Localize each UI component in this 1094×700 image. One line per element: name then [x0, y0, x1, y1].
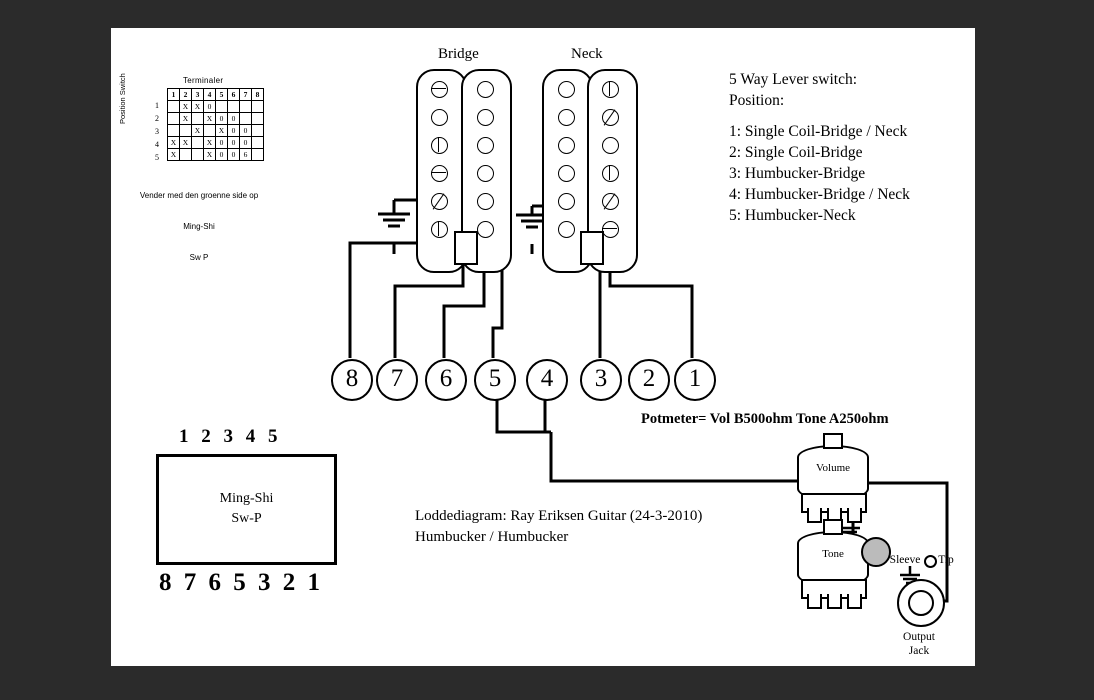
- truth-table-vertical-label: Position Switch: [118, 73, 127, 124]
- truth-table-grid: [167, 88, 264, 161]
- diagram-sheet: [111, 28, 975, 666]
- row-label: 4: [155, 140, 159, 149]
- volume-pot-label: Volume: [815, 462, 851, 474]
- pole-piece: [431, 193, 448, 210]
- pole-piece: [558, 137, 575, 154]
- truth-table-footer: [133, 170, 313, 284]
- lug-4[interactable]: 4: [526, 359, 568, 401]
- pole-piece: [558, 109, 575, 126]
- cell: [192, 113, 204, 125]
- potmeter-note: Potmeter= Vol B500ohm Tone A250ohm: [641, 411, 889, 427]
- cell: 0: [204, 101, 216, 113]
- cell: [240, 101, 252, 113]
- volume-lug-1[interactable]: [807, 508, 822, 523]
- cell: X: [168, 149, 180, 161]
- footer-line-1: Vender med den groenne side op: [139, 190, 259, 200]
- sleeve-label: Sleeve: [889, 554, 921, 566]
- cell: X: [180, 101, 192, 113]
- cell: [180, 125, 192, 137]
- cell: [168, 113, 180, 125]
- cell: X: [192, 101, 204, 113]
- output-jack[interactable]: [889, 579, 949, 659]
- cell: [192, 149, 204, 161]
- legend-item: 5: Humbucker-Neck: [729, 206, 856, 224]
- lug-2[interactable]: 2: [628, 359, 670, 401]
- cell: X: [204, 137, 216, 149]
- cell: 0: [240, 125, 252, 137]
- switch-truth-table: [118, 73, 313, 263]
- pole-piece: [431, 137, 448, 154]
- col-head: 1: [168, 89, 180, 101]
- pole-piece: [602, 109, 619, 126]
- output-jack-name-line-1: Output: [903, 631, 935, 643]
- pole-piece: [477, 81, 494, 98]
- col-head: 8: [252, 89, 264, 101]
- cell: [252, 149, 264, 161]
- cell: 0: [240, 137, 252, 149]
- neck-pickup-label: Neck: [571, 46, 603, 62]
- row-label: 3: [155, 127, 159, 136]
- lug-8[interactable]: 8: [331, 359, 373, 401]
- pole-piece: [477, 221, 494, 238]
- pole-piece: [602, 81, 619, 98]
- cell: [252, 125, 264, 137]
- output-jack-name-line-2: Jack: [908, 645, 930, 657]
- tone-lug-1[interactable]: [807, 594, 822, 609]
- legend-item: 4: Humbucker-Bridge / Neck: [729, 185, 910, 203]
- footer-line-2: Ming-Shi: [183, 221, 215, 231]
- row-label: 1: [155, 101, 159, 110]
- cell: X: [180, 113, 192, 125]
- pole-piece: [431, 165, 448, 182]
- cell: X: [180, 137, 192, 149]
- pole-piece: [431, 81, 448, 98]
- col-head: 7: [240, 89, 252, 101]
- pole-piece: [558, 221, 575, 238]
- switch-body-text: [159, 457, 334, 528]
- lug-7[interactable]: 7: [376, 359, 418, 401]
- col-head: 4: [204, 89, 216, 101]
- pole-piece: [602, 165, 619, 182]
- pole-piece: [602, 221, 619, 238]
- lug-3[interactable]: 3: [580, 359, 622, 401]
- tip-label: Tip: [938, 554, 954, 566]
- credit-line-2: Humbucker / Humbucker: [415, 529, 569, 545]
- volume-pot-shaft: [823, 433, 843, 449]
- legend-item: 2: Single Coil-Bridge: [729, 143, 863, 161]
- table-row: [168, 89, 264, 101]
- pole-piece: [477, 109, 494, 126]
- row-label: 2: [155, 114, 159, 123]
- cell: X: [168, 137, 180, 149]
- legend-heading-2: Position:: [729, 91, 785, 109]
- legend-item: 3: Humbucker-Bridge: [729, 164, 866, 182]
- cell: 0: [216, 149, 228, 161]
- pole-piece: [602, 137, 619, 154]
- cell: X: [216, 125, 228, 137]
- tone-lug-2[interactable]: [827, 594, 842, 609]
- pole-piece: [477, 137, 494, 154]
- legend-item: 1: Single Coil-Bridge / Neck: [729, 122, 908, 140]
- tone-pot[interactable]: [797, 531, 869, 593]
- legend-5-way-switch: [729, 70, 910, 226]
- pole-piece: [558, 81, 575, 98]
- table-row: [168, 149, 264, 161]
- switch-bottom-numbers: 8 7 6 5 3 2 1: [159, 569, 323, 596]
- pole-piece: [558, 193, 575, 210]
- credit-note: [415, 506, 702, 548]
- cell: 0: [228, 113, 240, 125]
- truth-table-title: Terminaler: [183, 76, 224, 85]
- output-jack-inner-ring: [908, 590, 934, 616]
- cell: [204, 125, 216, 137]
- cell: [252, 137, 264, 149]
- pole-piece: [431, 221, 448, 238]
- pole-piece: [477, 193, 494, 210]
- switch-name-line-2: Sw-P: [231, 510, 262, 526]
- col-head: 2: [180, 89, 192, 101]
- cell: [180, 149, 192, 161]
- cell: [168, 125, 180, 137]
- cell: 0: [228, 125, 240, 137]
- switch-name-line-1: Ming-Shi: [219, 491, 274, 506]
- lug-5[interactable]: 5: [474, 359, 516, 401]
- row-label: 5: [155, 153, 159, 162]
- cell: 0: [228, 137, 240, 149]
- table-row: [168, 101, 264, 113]
- bridge-pickup-label: Bridge: [438, 46, 479, 62]
- credit-line-1: Loddediagram: Ray Eriksen Guitar (24-3-2010): [415, 508, 703, 524]
- footer-line-3: Sw P: [189, 253, 209, 263]
- cell: 0: [216, 113, 228, 125]
- col-head: 5: [216, 89, 228, 101]
- cell: [252, 113, 264, 125]
- pole-piece: [602, 193, 619, 210]
- cell: [240, 113, 252, 125]
- lug-6[interactable]: 6: [425, 359, 467, 401]
- pole-piece: [558, 165, 575, 182]
- table-row: [168, 125, 264, 137]
- col-head: 3: [192, 89, 204, 101]
- col-head: 6: [228, 89, 240, 101]
- cell: 0: [228, 149, 240, 161]
- volume-lug-3[interactable]: [847, 508, 862, 523]
- cell: [228, 101, 240, 113]
- cell: 6: [240, 149, 252, 161]
- cell: X: [204, 113, 216, 125]
- volume-pot[interactable]: [797, 445, 869, 507]
- cell: [192, 137, 204, 149]
- switch-top-numbers: 1 2 3 4 5: [179, 426, 282, 447]
- table-row: [168, 137, 264, 149]
- tip-terminal[interactable]: [924, 555, 937, 568]
- tone-pot-shaft: [823, 519, 843, 535]
- cell: X: [204, 149, 216, 161]
- cell: X: [192, 125, 204, 137]
- bridge-pickup-lead-tab: [454, 231, 478, 265]
- pole-piece: [431, 109, 448, 126]
- cell: [216, 101, 228, 113]
- cell: 0: [216, 137, 228, 149]
- lug-1[interactable]: 1: [674, 359, 716, 401]
- tone-pot-label: Tone: [822, 548, 844, 560]
- cell: [252, 101, 264, 113]
- switch-body[interactable]: [156, 454, 337, 565]
- tone-lug-3[interactable]: [847, 594, 862, 609]
- cell: [168, 101, 180, 113]
- pole-piece: [477, 165, 494, 182]
- table-row: [168, 113, 264, 125]
- neck-pickup-lead-tab: [580, 231, 604, 265]
- legend-heading-1: 5 Way Lever switch:: [729, 71, 858, 88]
